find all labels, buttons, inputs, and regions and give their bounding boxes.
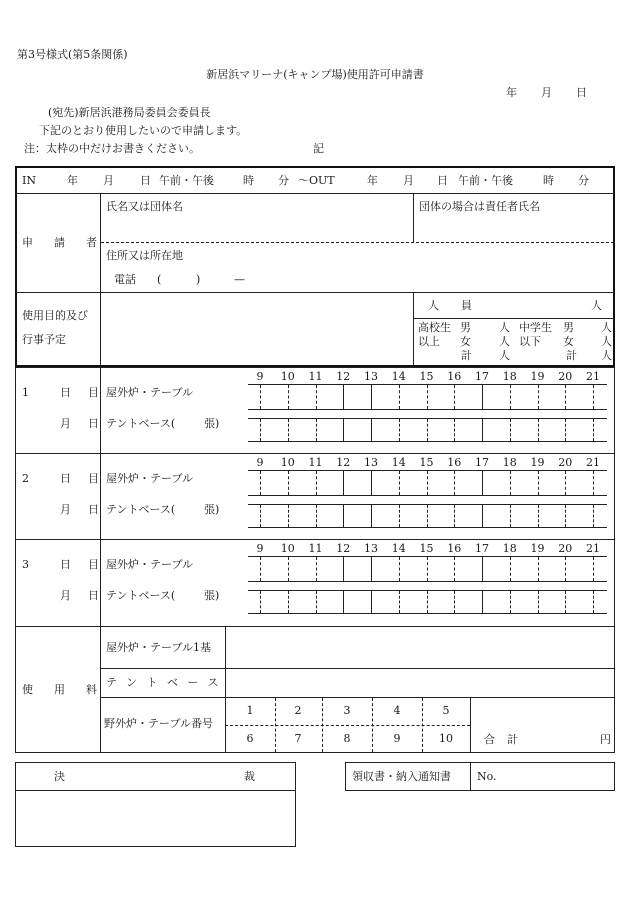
hour-label: 9	[256, 542, 264, 555]
hour-divider	[454, 557, 455, 581]
hour-label: 20	[558, 370, 573, 383]
fill-in-note: 注：太枠の中だけお書きください。	[24, 142, 200, 155]
checkout-hour-unit: 時	[543, 174, 554, 187]
row-divider	[100, 668, 614, 669]
hour-label: 18	[502, 456, 517, 469]
form-title: 新居浜マリーナ(キャンプ場)使用許可申請書	[206, 68, 424, 81]
hour-divider	[593, 419, 594, 441]
hour-divider	[538, 419, 539, 441]
headcount-label: 人員	[428, 299, 494, 312]
hour-label: 13	[364, 542, 378, 555]
hour-divider	[343, 505, 344, 527]
hour-divider	[565, 471, 566, 495]
hour-label: 10	[280, 542, 295, 555]
hour-divider	[538, 505, 539, 527]
hour-label: 11	[308, 370, 323, 383]
hour-label: 12	[336, 370, 351, 383]
hour-divider	[371, 471, 372, 495]
form-number: 第3号様式(第5条関係)	[17, 48, 128, 61]
column-divider	[100, 367, 101, 454]
high-school-label-line1: 高校生	[418, 321, 451, 334]
phone-label: 電話	[114, 273, 136, 286]
middle-school-label-line1: 中学生	[519, 321, 552, 334]
hour-divider	[288, 419, 289, 441]
hour-divider	[565, 557, 566, 581]
hour-divider	[427, 591, 428, 613]
hour-label: 12	[336, 542, 351, 555]
hour-label: 11	[308, 456, 323, 469]
hour-divider	[454, 385, 455, 409]
checkin-ampm: 午前・午後	[159, 174, 214, 187]
hour-divider	[593, 557, 594, 581]
middle-school-total-unit: 人	[601, 349, 612, 362]
hour-divider	[427, 471, 428, 495]
phone-dash: —	[234, 273, 245, 286]
middle-school-total: 計	[566, 349, 577, 362]
day-section-2	[0, 453, 630, 540]
hour-divider	[260, 419, 261, 441]
total-label: 合計	[484, 733, 530, 746]
grid-bottom-line	[248, 613, 607, 614]
high-school-male: 男	[460, 321, 471, 334]
fee-label: 使用料	[22, 683, 118, 696]
middle-school-female: 女	[563, 335, 574, 348]
hour-divider	[427, 385, 428, 409]
high-school-female: 女	[460, 335, 471, 348]
date-unit: 日	[88, 503, 99, 516]
stove-table-unit-label: 屋外炉・テーブル1基	[106, 641, 212, 654]
tent-count-unit: 張)	[204, 417, 220, 430]
hour-label: 14	[391, 542, 406, 555]
total-divider	[470, 698, 471, 752]
middle-school-male: 男	[563, 321, 574, 334]
applicant-label: 申請者	[22, 236, 118, 249]
hour-divider	[399, 591, 400, 613]
stove-table-label: 屋外炉・テーブル	[106, 472, 194, 485]
table-number: 8	[343, 732, 351, 745]
row-divider	[16, 292, 614, 293]
hour-label: 21	[586, 370, 600, 383]
hour-divider	[510, 419, 511, 441]
approval-label-end: 裁	[244, 770, 255, 783]
checkout-ampm: 午前・午後	[458, 174, 513, 187]
hour-label: 13	[364, 370, 378, 383]
hour-divider	[371, 557, 372, 581]
day-unit: 日	[60, 472, 71, 485]
table-number: 6	[246, 732, 254, 745]
table-number-label: 野外炉・テーブル番号	[104, 717, 214, 730]
hour-label: 17	[475, 456, 489, 469]
hour-divider	[482, 385, 483, 409]
receipt-divider	[470, 762, 471, 791]
hour-divider	[371, 505, 372, 527]
hour-divider	[482, 471, 483, 495]
hour-label: 21	[586, 456, 600, 469]
checkout-year-unit: 年	[367, 174, 378, 187]
hour-divider	[371, 591, 372, 613]
name-label: 氏名又は団体名	[106, 200, 183, 213]
hour-divider	[593, 385, 594, 409]
column-divider	[100, 539, 101, 627]
grid-bottom-line	[248, 581, 607, 582]
hour-divider	[288, 557, 289, 581]
addressee: (宛先)新居浜港務局委員会委員長	[48, 106, 211, 119]
high-school-label-line2: 以上	[418, 335, 440, 348]
high-school-male-unit: 人	[499, 321, 510, 334]
tent-base-label: テントベース(	[106, 417, 176, 430]
hour-label: 15	[419, 542, 434, 555]
hour-divider	[316, 419, 317, 441]
hour-divider	[260, 557, 261, 581]
hour-divider	[316, 505, 317, 527]
fee-section	[0, 626, 630, 753]
hour-label: 19	[530, 456, 545, 469]
approval-header-divider	[15, 790, 296, 791]
month-unit: 月	[60, 589, 71, 602]
hour-divider	[538, 557, 539, 581]
hour-divider	[316, 385, 317, 409]
tent-base-label: テントベース(	[106, 589, 176, 602]
day-ordinal-suffix: 目	[88, 472, 99, 485]
hour-divider	[565, 385, 566, 409]
hour-divider	[565, 419, 566, 441]
hour-divider	[288, 471, 289, 495]
day-section-3	[0, 539, 630, 627]
row-divider	[100, 697, 614, 698]
grid-bottom-line	[248, 441, 607, 442]
day-ordinal-suffix: 目	[88, 386, 99, 399]
hour-divider	[427, 505, 428, 527]
hour-label: 16	[447, 370, 462, 383]
day-unit: 日	[60, 558, 71, 571]
hour-label: 12	[336, 456, 351, 469]
receipt-number-label: No.	[477, 770, 497, 783]
headcount-underline	[413, 318, 614, 319]
hour-label: 9	[256, 456, 264, 469]
hour-label: 21	[586, 542, 600, 555]
hour-divider	[343, 419, 344, 441]
high-school-total-unit: 人	[499, 349, 510, 362]
representative-label: 団体の場合は責任者氏名	[419, 200, 540, 213]
hour-divider	[316, 591, 317, 613]
hour-divider	[260, 591, 261, 613]
hour-divider	[510, 557, 511, 581]
hour-divider	[482, 557, 483, 581]
hour-divider	[399, 385, 400, 409]
hour-divider	[427, 557, 428, 581]
middle-school-female-unit: 人	[601, 335, 612, 348]
high-school-total: 計	[461, 349, 472, 362]
hour-divider	[427, 419, 428, 441]
column-divider	[100, 194, 101, 366]
hour-divider	[316, 557, 317, 581]
hour-divider	[565, 505, 566, 527]
number-row-divider	[225, 725, 470, 726]
hour-divider	[538, 591, 539, 613]
hour-divider	[399, 557, 400, 581]
day-unit: 日	[60, 386, 71, 399]
purpose-label-line1: 使用目的及び	[22, 309, 88, 322]
hour-divider	[399, 471, 400, 495]
hour-divider	[260, 385, 261, 409]
day-number: 1	[22, 386, 29, 399]
table-number: 9	[393, 732, 401, 745]
middle-school-label-line2: 以下	[519, 335, 541, 348]
checkout-label: ～OUT	[298, 174, 335, 187]
tent-count-unit: 張)	[204, 503, 220, 516]
hour-divider	[538, 385, 539, 409]
hour-divider	[343, 557, 344, 581]
receipt-label: 領収書・納入通知書	[352, 770, 451, 783]
hour-label: 9	[256, 370, 264, 383]
day-number: 3	[22, 558, 29, 571]
checkin-year-unit: 年	[67, 174, 78, 187]
approval-label-start: 決	[54, 770, 65, 783]
hour-label: 10	[280, 456, 295, 469]
hour-divider	[371, 385, 372, 409]
hour-divider	[593, 505, 594, 527]
hour-label: 13	[364, 456, 378, 469]
tent-base-fee-label: テントベース	[106, 676, 228, 689]
hour-label: 19	[530, 542, 545, 555]
hour-divider	[482, 591, 483, 613]
day-section-1	[0, 367, 630, 454]
day-number: 2	[22, 472, 29, 485]
checkout-month-unit: 月	[403, 174, 414, 187]
purpose-label-line2: 行事予定	[22, 333, 66, 346]
name-divider	[413, 194, 414, 242]
table-number: 10	[439, 732, 453, 745]
hour-divider	[288, 505, 289, 527]
date-unit: 日	[88, 417, 99, 430]
hour-divider	[343, 591, 344, 613]
table-number: 7	[294, 732, 302, 745]
column-divider	[100, 453, 101, 540]
month-unit: 月	[60, 503, 71, 516]
table-number: 5	[442, 704, 450, 717]
ki-mark: 記	[313, 142, 324, 155]
hour-label: 14	[391, 456, 406, 469]
grid-bottom-line	[248, 527, 607, 528]
table-number: 1	[246, 704, 254, 717]
hour-label: 15	[419, 370, 434, 383]
dashed-divider	[101, 242, 614, 243]
middle-school-male-unit: 人	[601, 321, 612, 334]
checkin-label: IN	[22, 174, 36, 187]
phone-open-paren: (	[157, 273, 162, 286]
table-number: 4	[393, 704, 401, 717]
hour-divider	[454, 591, 455, 613]
day-ordinal-suffix: 目	[88, 558, 99, 571]
hour-label: 18	[502, 542, 517, 555]
fee-value-divider	[225, 626, 226, 752]
headcount-unit: 人	[591, 299, 602, 312]
tent-count-unit: 張)	[204, 589, 220, 602]
date-year-unit: 年	[506, 86, 517, 99]
month-unit: 月	[60, 417, 71, 430]
hour-divider	[510, 505, 511, 527]
date-month-unit: 月	[541, 86, 552, 99]
stove-table-label: 屋外炉・テーブル	[106, 386, 194, 399]
date-day-unit: 日	[576, 86, 587, 99]
hour-divider	[593, 591, 594, 613]
row-divider	[16, 193, 614, 194]
number-cell-divider	[422, 698, 423, 752]
hour-label: 19	[530, 370, 545, 383]
hour-divider	[399, 419, 400, 441]
number-cell-divider	[372, 698, 373, 752]
phone-close-paren: )	[196, 273, 201, 286]
address-label: 住所又は所在地	[106, 249, 183, 262]
hour-label: 10	[280, 370, 295, 383]
hour-divider	[399, 505, 400, 527]
hour-divider	[593, 471, 594, 495]
hour-divider	[343, 385, 344, 409]
checkin-hour-unit: 時	[243, 174, 254, 187]
request-statement: 下記のとおり使用したいので申請します。	[39, 124, 248, 137]
hour-divider	[454, 471, 455, 495]
hour-label: 17	[475, 542, 489, 555]
hour-divider	[565, 591, 566, 613]
hour-divider	[260, 471, 261, 495]
hour-label: 20	[558, 542, 573, 555]
hour-divider	[454, 419, 455, 441]
checkin-month-unit: 月	[103, 174, 114, 187]
hour-label: 17	[475, 370, 489, 383]
grid-bottom-line	[248, 495, 607, 496]
grid-bottom-line	[248, 409, 607, 410]
headcount-divider	[413, 293, 414, 366]
table-number: 3	[343, 704, 351, 717]
date-unit: 日	[88, 589, 99, 602]
checkout-minute-unit: 分	[578, 174, 589, 187]
checkout-day-unit: 日	[437, 174, 448, 187]
hour-divider	[510, 385, 511, 409]
hour-divider	[316, 471, 317, 495]
hour-label: 20	[558, 456, 573, 469]
hour-divider	[288, 385, 289, 409]
checkin-day-unit: 日	[140, 174, 151, 187]
hour-divider	[454, 505, 455, 527]
number-cell-divider	[275, 698, 276, 752]
stove-table-label: 屋外炉・テーブル	[106, 558, 194, 571]
high-school-female-unit: 人	[499, 335, 510, 348]
checkin-minute-unit: 分	[278, 174, 289, 187]
hour-divider	[538, 471, 539, 495]
hour-divider	[482, 505, 483, 527]
number-cell-divider	[322, 698, 323, 752]
hour-label: 16	[447, 456, 462, 469]
hour-divider	[343, 471, 344, 495]
hour-divider	[482, 419, 483, 441]
hour-label: 15	[419, 456, 434, 469]
hour-divider	[260, 505, 261, 527]
hour-label: 14	[391, 370, 406, 383]
tent-base-label: テントベース(	[106, 503, 176, 516]
table-number: 2	[294, 704, 302, 717]
total-unit: 円	[600, 733, 611, 746]
hour-divider	[288, 591, 289, 613]
hour-label: 11	[308, 542, 323, 555]
hour-divider	[371, 419, 372, 441]
hour-divider	[510, 591, 511, 613]
hour-label: 18	[502, 370, 517, 383]
hour-divider	[510, 471, 511, 495]
hour-label: 16	[447, 542, 462, 555]
